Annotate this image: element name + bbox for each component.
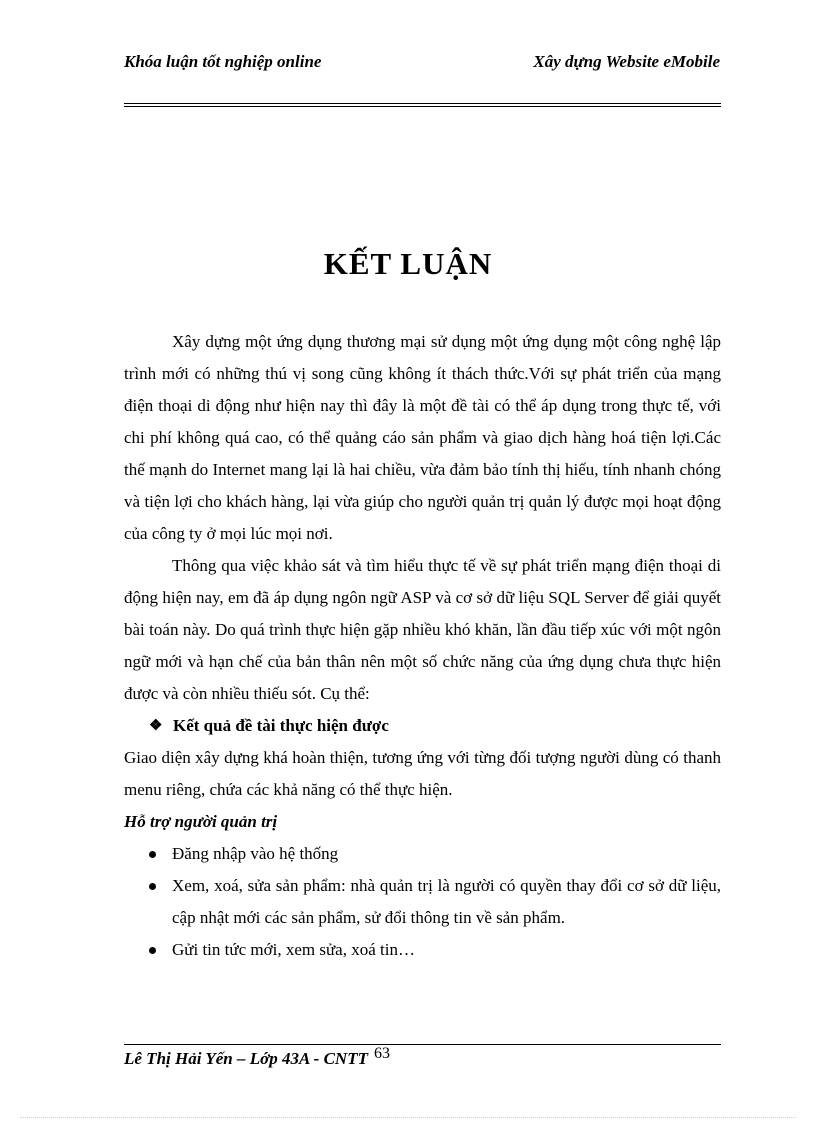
diamond-bullet-icon: ❖ — [149, 718, 163, 734]
page-edge-dotted-line — [20, 1117, 796, 1118]
paragraph-2: Thông qua việc khảo sát và tìm hiểu thực tế về sự phát triển mạng điện thoại di động hiện nay, em đã áp dụng ngôn ngữ ASP và cơ sở dữ liệu SQL Server để giải quyết bài toán này. Do quá trình thực hiện gặp nhiều khó khăn, lần đầu tiếp xúc với một ngôn ngữ mới và hạn chế của bản thân nên một số chức năng của ứng dụng chưa thực hiện được và còn nhiều thiếu sót. Cụ thể: — [124, 556, 721, 703]
bullet-list — [124, 838, 721, 966]
header-right-title: Xây dựng Website eMobile — [533, 52, 720, 71]
paragraph-1: Xây dựng một ứng dụng thương mại sử dụng một ứng dụng một công nghệ lập trình mới có những thú vị song cũng không ít thách thức.Với sự phát triển của mạng điện thoại di động như hiện nay thì đây là một đề tài có thể áp dụng trong thực tế, với chi phí không quá cao, có thể quảng cáo sản phẩm và giao dịch hàng hoá tiện lợi.Các thế mạnh do Internet mang lại là hai chiều, vừa đảm bảo tính thị hiếu, tính nhanh chóng và tiện lợi cho khách hàng, lại vừa giúp cho người quản trị quản lý được mọi hoạt động của công ty ở mọi lúc mọi nơi. — [124, 332, 721, 543]
body-text — [124, 326, 721, 966]
list-item-text: Xem, xoá, sửa sản phẩm: nhà quản trị là người có quyền thay đổi cơ sở dữ liệu, cập nhật mới các sản phẩm, sử đổi thông tin về sản phẩm. — [172, 876, 721, 927]
section-heading — [124, 710, 721, 742]
list-item — [124, 870, 721, 934]
header-left-title: Khóa luận tốt nghiệp online — [124, 52, 322, 71]
subheading: Hỗ trợ người quản trị — [124, 812, 278, 831]
section-heading-text: Kết quả đề tài thực hiện được — [173, 716, 389, 735]
bullet-dot-icon — [149, 851, 156, 858]
page-title: KẾT LUẬN — [323, 246, 493, 281]
header-double-rule — [124, 103, 721, 107]
list-item-text: Đăng nhập vào hệ thống — [172, 844, 339, 863]
list-item — [124, 934, 721, 966]
page-number: 63 — [373, 1045, 390, 1062]
list-item — [124, 838, 721, 870]
section-intro: Giao diện xây dựng khá hoàn thiện, tương ứng với từng đối tượng người dùng có thanh menu riêng, chứa các khả năng có thể thực hiện. — [124, 748, 721, 799]
bullet-dot-icon — [149, 883, 156, 890]
footer-rule — [124, 1044, 721, 1045]
footer-author: Lê Thị Hải Yến – Lớp 43A - CNTT — [124, 1049, 368, 1068]
footer — [124, 1046, 390, 1073]
bullet-dot-icon — [149, 947, 156, 954]
list-item-text: Gửi tin tức mới, xem sửa, xoá tin… — [172, 940, 415, 959]
